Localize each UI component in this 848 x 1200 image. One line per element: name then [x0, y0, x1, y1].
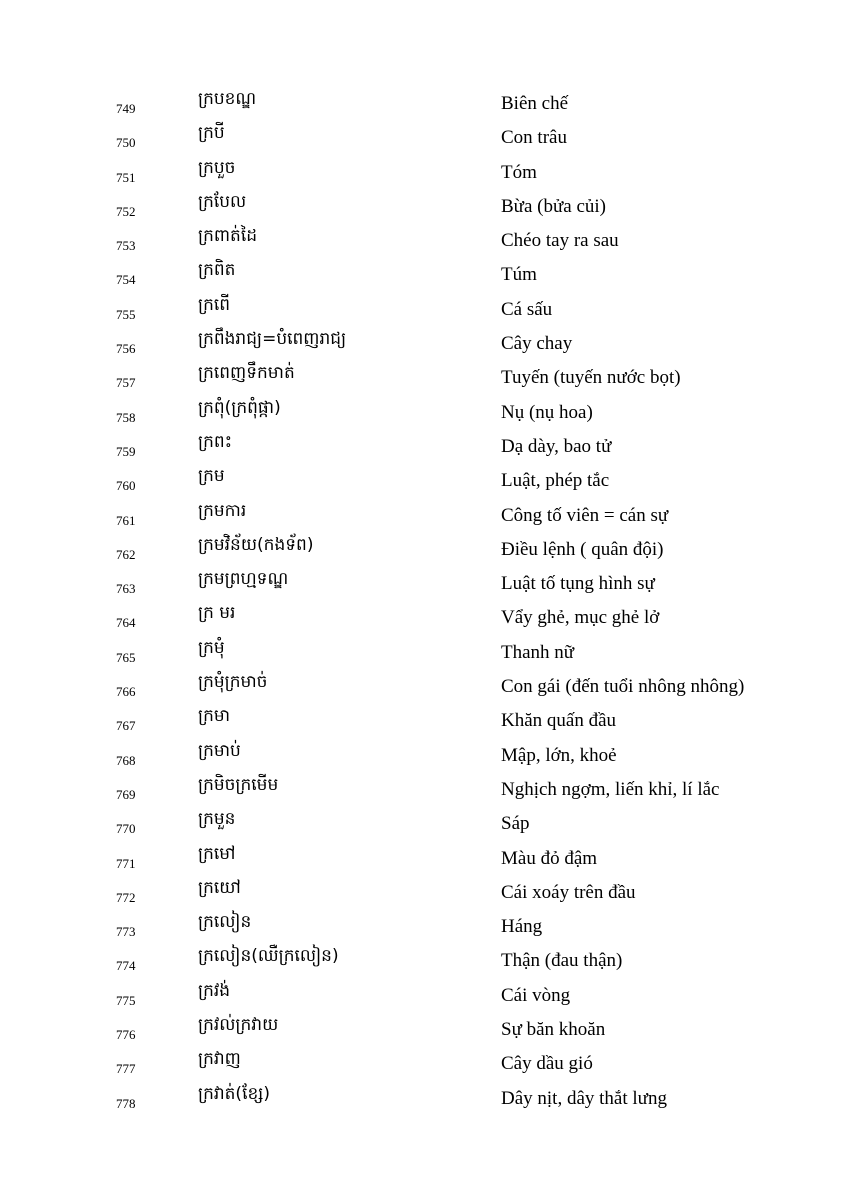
vietnamese-meaning: Mập, lớn, khoẻ — [501, 744, 617, 766]
entry-number: 762 — [116, 546, 136, 562]
vietnamese-meaning: Háng — [501, 916, 543, 938]
vietnamese-meaning: Con trâu — [501, 127, 567, 149]
khmer-term: ក្របី — [198, 123, 225, 144]
dictionary-entry — [0, 875, 848, 909]
vietnamese-meaning: Luật tố tụng hình sự — [501, 573, 655, 595]
vietnamese-meaning: Dây nịt, dây thắt lưng — [501, 1087, 667, 1109]
entry-number: 759 — [116, 443, 136, 459]
khmer-term: ក្រ មរ — [198, 603, 236, 624]
khmer-term: ក្រមព្រហ្មទណ្ឌ — [198, 569, 289, 590]
vietnamese-meaning: Khăn quấn đầu — [501, 710, 617, 732]
entry-number: 758 — [116, 409, 136, 425]
khmer-term: ក្រលៀន — [198, 912, 252, 933]
khmer-term: ក្រវាញ — [198, 1049, 241, 1070]
khmer-term: ក្រមុំក្រមាច់ — [198, 672, 268, 693]
dictionary-entry — [0, 738, 848, 772]
dictionary-entry — [0, 600, 848, 634]
vietnamese-meaning: Cái vòng — [501, 984, 571, 1006]
vietnamese-meaning: Cá sấu — [501, 298, 553, 320]
khmer-term: ក្រយៅ — [198, 877, 241, 898]
khmer-term: ក្របួច — [198, 157, 236, 178]
entry-number: 761 — [116, 512, 136, 528]
khmer-term: ក្រម — [198, 466, 225, 487]
khmer-term: ក្រវង់ — [198, 980, 231, 1001]
khmer-term: ក្រពុំ(ក្រពុំផ្កា) — [198, 397, 281, 418]
entry-number: 757 — [116, 375, 136, 391]
dictionary-entry — [0, 429, 848, 463]
vietnamese-meaning: Vẩy ghẻ, mục ghẻ lở — [501, 607, 660, 629]
khmer-term: ក្រពឹងរាជ្យ=បំពេញរាជ្យ — [198, 329, 347, 350]
khmer-term: ក្របខណ្ឌ — [198, 89, 257, 109]
entry-number: 766 — [116, 684, 136, 700]
vietnamese-meaning: Nghịch ngợm, liến khỉ, lí lắc — [501, 778, 720, 800]
entry-number: 778 — [116, 1095, 136, 1111]
dictionary-entry — [0, 395, 848, 429]
khmer-term: ក្រវល់ក្រវាយ — [198, 1015, 279, 1036]
entry-number: 764 — [116, 615, 136, 631]
entry-number: 776 — [116, 1027, 136, 1043]
khmer-term: ក្រពិត — [198, 260, 236, 281]
khmer-term: ក្រមិចក្រមើម — [198, 774, 279, 795]
vietnamese-meaning: Điều lệnh ( quân đội) — [501, 538, 664, 560]
entry-number: 767 — [116, 718, 136, 734]
khmer-term: ក្រពះ — [198, 431, 233, 452]
vietnamese-meaning: Luật, phép tắc — [501, 470, 610, 492]
dictionary-entry — [0, 566, 848, 600]
dictionary-entry — [0, 360, 848, 394]
dictionary-entry — [0, 155, 848, 189]
khmer-term: ក្រមាប់ — [198, 740, 241, 761]
dictionary-entry — [0, 86, 848, 120]
khmer-term: ក្រមការ — [198, 500, 247, 521]
entry-number: 752 — [116, 203, 136, 219]
dictionary-entry — [0, 1012, 848, 1046]
entry-number: 755 — [116, 306, 136, 322]
entry-number: 760 — [116, 478, 136, 494]
vietnamese-meaning: Cái xoáy trên đầu — [501, 881, 636, 903]
vietnamese-meaning: Tuyến (tuyến nước bọt) — [501, 367, 681, 389]
dictionary-entry — [0, 943, 848, 977]
entry-number: 751 — [116, 169, 136, 185]
vietnamese-meaning: Màu đỏ đậm — [501, 847, 598, 869]
entry-number: 774 — [116, 958, 136, 974]
khmer-term: ក្រវាត់(ខ្សែ) — [198, 1083, 270, 1104]
dictionary-entry — [0, 120, 848, 154]
dictionary-entry — [0, 498, 848, 532]
vietnamese-meaning: Thanh nữ — [501, 641, 575, 663]
dictionary-entry — [0, 1046, 848, 1080]
entry-number: 749 — [116, 101, 136, 116]
khmer-term: ក្រមួន — [198, 809, 236, 830]
dictionary-entry — [0, 772, 848, 806]
vietnamese-meaning: Thận (đau thận) — [501, 950, 623, 972]
dictionary-entry — [0, 703, 848, 737]
entry-number: 756 — [116, 341, 136, 357]
entry-number: 772 — [116, 889, 136, 905]
entry-number: 771 — [116, 855, 136, 871]
dictionary-entry — [0, 292, 848, 326]
entry-number: 773 — [116, 924, 136, 940]
entry-number: 750 — [116, 135, 136, 151]
dictionary-entry — [0, 841, 848, 875]
khmer-term: ក្រពើ — [198, 294, 231, 315]
vietnamese-meaning: Sáp — [501, 813, 530, 835]
vietnamese-meaning: Biên chế — [501, 93, 569, 114]
entry-number: 777 — [116, 1061, 136, 1077]
khmer-term: ក្រពេញទឹកមាត់ — [198, 363, 295, 384]
dictionary-entry — [0, 978, 848, 1012]
dictionary-entry — [0, 909, 848, 943]
dictionary-entry — [0, 635, 848, 669]
khmer-term: ក្រមវិន័យ(កងទ័ព) — [198, 534, 314, 555]
vietnamese-meaning: Cây dầu gió — [501, 1053, 593, 1075]
vietnamese-meaning: Nụ (nụ hoa) — [501, 401, 593, 423]
entry-number: 768 — [116, 752, 136, 768]
entry-number: 753 — [116, 238, 136, 254]
khmer-term: ក្រពាត់ដៃ — [198, 226, 258, 247]
vietnamese-meaning: Chéo tay ra sau — [501, 230, 619, 252]
vietnamese-meaning: Túm — [501, 264, 537, 286]
dictionary-entry — [0, 463, 848, 497]
khmer-term: ក្រមា — [198, 706, 231, 727]
vietnamese-meaning: Con gái (đến tuổi nhông nhông) — [501, 676, 745, 698]
vietnamese-meaning: Sự băn khoăn — [501, 1019, 606, 1041]
dictionary-entry — [0, 257, 848, 291]
entry-number: 769 — [116, 786, 136, 802]
dictionary-entry — [0, 223, 848, 257]
dictionary-entry — [0, 806, 848, 840]
dictionary-entries — [0, 86, 848, 1115]
dictionary-entry — [0, 326, 848, 360]
vietnamese-meaning: Công tố viên = cán sự — [501, 504, 669, 526]
entry-number: 770 — [116, 821, 136, 837]
entry-number: 763 — [116, 581, 136, 597]
dictionary-entry — [0, 669, 848, 703]
khmer-term: ក្រលៀន(ឈឺក្រលៀន) — [198, 946, 339, 967]
entry-number: 775 — [116, 992, 136, 1008]
vietnamese-meaning: Dạ dày, bao tử — [501, 435, 612, 457]
khmer-term: ក្រមៅ — [198, 843, 236, 864]
entry-number: 754 — [116, 272, 136, 288]
dictionary-entry — [0, 1081, 848, 1115]
dictionary-entry — [0, 532, 848, 566]
khmer-term: ក្របែល — [198, 191, 247, 212]
vietnamese-meaning: Cây chay — [501, 333, 573, 355]
entry-number: 765 — [116, 649, 136, 665]
vietnamese-meaning: Bừa (bửa củi) — [501, 195, 607, 217]
khmer-term: ក្រមុំ — [198, 637, 225, 658]
vietnamese-meaning: Tóm — [501, 161, 537, 183]
dictionary-entry — [0, 189, 848, 223]
